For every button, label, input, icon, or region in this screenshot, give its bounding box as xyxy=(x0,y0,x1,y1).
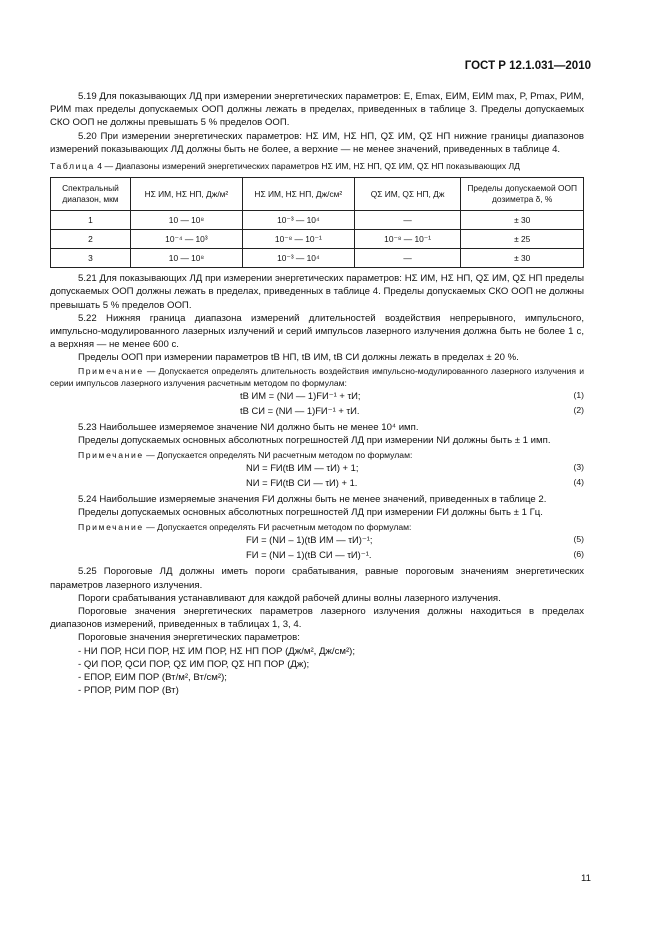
table-cell: 3 xyxy=(51,249,131,268)
threshold-list xyxy=(50,645,584,698)
paragraph-5-20: 5.20 При измерении энергетических параметров: HΣ ИМ, HΣ НП, QΣ ИМ, QΣ НП нижние границы диапазонов измерений показывающих ЛД должны быть не более, а верхние — не менее значений, приведенных в таблице 4. xyxy=(50,130,584,155)
formula-5 xyxy=(50,533,584,548)
paragraph-5-25-ranges: Пороговые значения энергетических параметров лазерного излучения должны находиться в пределах диапазонов измерений, приведенных в таблицах 1, 3, 4. xyxy=(50,606,584,631)
paragraph-5-19: 5.19 Для показывающих ЛД при измерении энергетических параметров: E, Emax, EИМ, EИМ max, P, Pmax, PИМ, PИМ max пределы допускаемых ООП должны лежать в пределах, приведенных в таблице 3. Пределы допускаемых СКО ООП не должны превышать 5 % пределов ООП. xyxy=(50,91,584,129)
table-cell: 10⁻⁴ — 10³ xyxy=(130,230,242,249)
paragraph-5-21: 5.21 Для показывающих ЛД при измерении энергетических параметров: HΣ ИМ, HΣ НП, QΣ ИМ, QΣ НП пределы допускаемых ООП должны лежать в пределах, приведенных в таблице 4. Пределы допускаемых СКО ООП не должны превышать 5 % пределов ООП. xyxy=(50,273,584,311)
note-label: Примечание xyxy=(78,365,144,376)
table-row xyxy=(51,211,584,230)
table-4 xyxy=(50,177,584,268)
table-cell: 10⁻³ — 10⁴ xyxy=(242,211,354,230)
paragraph-5-23-limits: Пределы допускаемых основных абсолютных погрешностей ЛД при измерении NИ должны быть ± 1 имп. xyxy=(78,434,551,446)
paragraph-5-22-limits: Пределы ООП при измерении параметров tВ НП, tВ ИМ, tВ СИ должны лежать в пределах ± 20 %. xyxy=(78,352,519,364)
table-cell: 10⁻⁸ — 10⁻¹ xyxy=(242,230,354,249)
table-cell: ± 30 xyxy=(461,211,584,230)
note-3 xyxy=(50,521,584,533)
paragraph-5-22: 5.22 Нижняя граница диапазона измерений длительностей воздействия непрерывного, импульсного, импульсно-модулированного лазерных излучений и серий импульсов лазерного излучения должна быть не более 1 с, а верхняя — не менее 600 с. xyxy=(50,312,584,351)
formula-expression: FИ = (NИ – 1)(tВ ИМ — τИ)⁻¹; xyxy=(246,534,373,546)
page-content xyxy=(50,90,584,697)
table-cell: — xyxy=(354,211,461,230)
note-2 xyxy=(50,449,584,461)
note-label: Примечание xyxy=(78,522,144,533)
list-item: - PПОР, PИМ ПОР (Вт) xyxy=(78,685,179,697)
list-item: - HИ ПОР, HСИ ПОР, HΣ ИМ ПОР, HΣ НП ПОР (Дж/м², Дж/см²); xyxy=(78,645,356,657)
table-cell: ± 25 xyxy=(461,230,584,249)
formula-number: (4) xyxy=(573,477,584,488)
table-cell: ± 30 xyxy=(461,249,584,268)
table-row xyxy=(51,249,584,268)
table-row xyxy=(51,230,584,249)
formula-1 xyxy=(50,389,584,404)
table-header-cell: Пределы допускаемой ООП дозиметра δ, % xyxy=(461,178,584,211)
table-header-cell: Спектральный диапазон, мкм xyxy=(51,178,131,211)
table-cell: 10 — 10⁸ xyxy=(130,249,242,268)
list-item: - QИ ПОР, QСИ ПОР, QΣ ИМ ПОР, QΣ НП ПОР (Дж); xyxy=(78,658,310,670)
table-header-cell: QΣ ИМ, QΣ НП, Дж xyxy=(354,178,461,211)
paragraph-5-24: 5.24 Наибольшие измеряемые значения FИ должны быть не менее значений, приведенных в таблице 2. xyxy=(78,494,547,506)
formula-number: (1) xyxy=(573,389,584,400)
formula-expression: tВ ИМ = (NИ — 1)FИ⁻¹ + τИ; xyxy=(240,389,361,401)
table-cell: 1 xyxy=(51,211,131,230)
note-label: Примечание xyxy=(78,450,144,461)
note-text: — Допускается определять NИ расчетным методом по формулам: xyxy=(143,450,413,461)
formula-expression: FИ = (NИ – 1)(tВ СИ — τИ)⁻¹. xyxy=(246,549,372,561)
formula-expression: NИ = FИ(tВ ИМ — τИ) + 1; xyxy=(246,462,359,474)
formula-number: (3) xyxy=(573,462,584,473)
formula-2 xyxy=(50,404,584,419)
table-caption xyxy=(50,160,584,173)
list-item: - EПОР, EИМ ПОР (Вт/м², Вт/см²); xyxy=(78,672,227,684)
table-caption-word: Таблица xyxy=(50,161,95,172)
paragraph-5-25-wavelength: Пороги срабатывания устанавливают для каждой рабочей длины волны лазерного излучения. xyxy=(78,592,501,604)
table-cell: — xyxy=(354,249,461,268)
table-header-cell: HΣ ИМ, HΣ НП, Дж/м² xyxy=(130,178,242,211)
formula-number: (5) xyxy=(573,534,584,545)
note-text: — Допускается определять длительность воздействия импульсно-модулированного лазерного излучения и серии импульсов лазерного излучения расчетным методом по формулам: xyxy=(50,365,584,388)
formula-4 xyxy=(50,476,584,491)
paragraph-5-25: 5.25 Пороговые ЛД должны иметь пороги срабатывания, равные пороговым значениям энергетических параметров лазерного излучения. xyxy=(50,566,584,591)
formula-expression: tВ СИ = (NИ — 1)FИ⁻¹ + τИ. xyxy=(240,404,360,416)
formula-3 xyxy=(50,461,584,476)
formula-number: (6) xyxy=(573,549,584,560)
table-cell: 2 xyxy=(51,230,131,249)
table-caption-text: 4 — Диапазоны измерений энергетических параметров HΣ ИМ, HΣ НП, QΣ ИМ, QΣ НП показывающих ЛД xyxy=(97,161,520,172)
formula-6 xyxy=(50,548,584,563)
page-number: 11 xyxy=(581,873,591,884)
table-cell: 10⁻⁸ — 10⁻¹ xyxy=(354,230,461,249)
table-header-cell: HΣ ИМ, HΣ НП, Дж/см² xyxy=(242,178,354,211)
table-cell: 10⁻³ — 10⁴ xyxy=(242,249,354,268)
formula-expression: NИ = FИ(tВ СИ — τИ) + 1. xyxy=(246,477,358,489)
paragraph-5-24-limits: Пределы допускаемых основных абсолютных погрешностей ЛД при измерении FИ должны быть ± 1 Гц. xyxy=(78,507,543,519)
table-cell: 10 — 10⁸ xyxy=(130,211,242,230)
table-header-row xyxy=(51,178,584,211)
document-header: ГОСТ Р 12.1.031—2010 xyxy=(464,60,591,72)
note-1 xyxy=(50,365,584,389)
note-text: — Допускается определять FИ расчетным методом по формулам: xyxy=(143,522,412,533)
formula-number: (2) xyxy=(573,404,584,415)
paragraph-5-23: 5.23 Наибольшее измеряемое значение NИ должно быть не менее 10⁴ имп. xyxy=(78,421,419,433)
paragraph-5-25-list-intro: Пороговые значения энергетических параметров: xyxy=(78,632,300,644)
